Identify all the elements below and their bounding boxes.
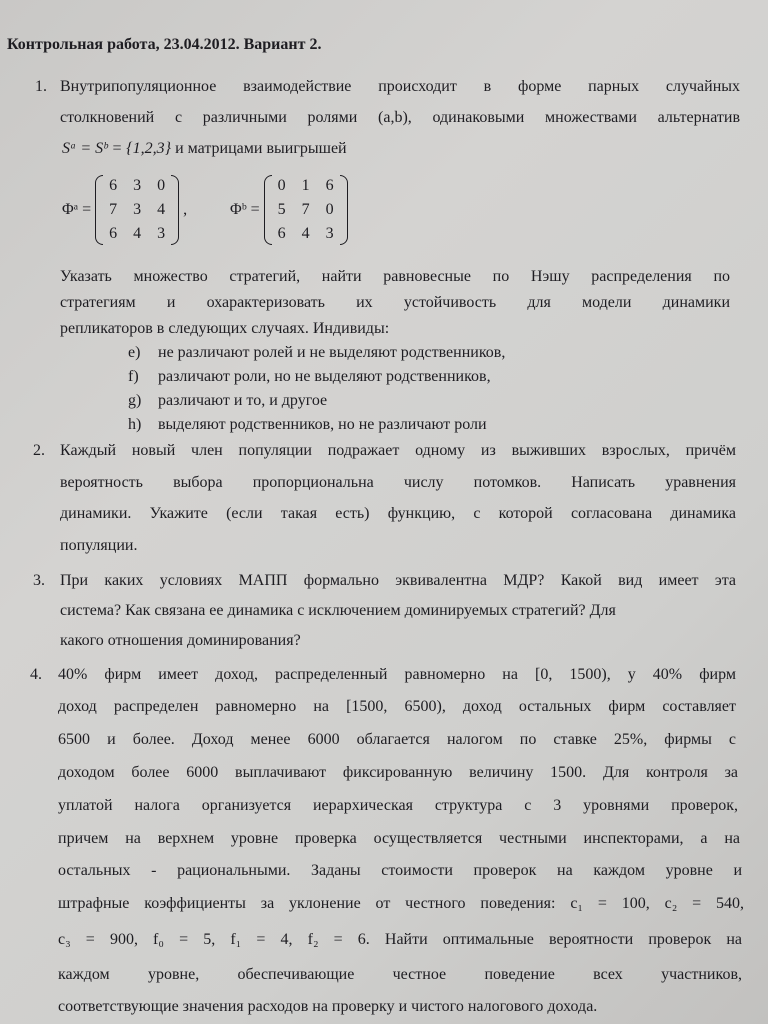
matrix-b-body xyxy=(264,175,348,245)
task-text-line: система? Как связана ее динамика с исключением доминируемых стратегий? Для xyxy=(60,602,616,619)
matrix-cell: 4 xyxy=(133,225,142,242)
task-number: 3. xyxy=(33,572,45,589)
case-label: f) xyxy=(128,368,139,385)
task-text-line: При каких условиях МАПП формально эквивалентна МДР? Какой вид имеет эта xyxy=(60,572,736,589)
case-text: не различают ролей и не выделяют родственников, xyxy=(158,344,506,361)
matrix-cell: 6 xyxy=(277,225,286,242)
matrix-cell: 0 xyxy=(277,177,286,194)
case-text: различают и то, и другое xyxy=(158,392,328,409)
matrix-cell: 4 xyxy=(157,201,166,218)
matrix-cell: 6 xyxy=(325,177,334,194)
task-text-line: доход распределен равномерно на [1500, 6500), доход остальных фирм составляет xyxy=(58,698,736,715)
case-item xyxy=(128,368,491,386)
task-text-line: доходом более 6000 выплачивают фиксированную величину 1500. Для контроля за xyxy=(58,764,738,781)
strategy-sets xyxy=(62,140,347,158)
case-text: выделяют родственников, но не различают роли xyxy=(158,416,487,433)
case-label: g) xyxy=(128,392,142,409)
case-label: e) xyxy=(128,344,141,361)
task-text-line: какого отношения доминирования? xyxy=(60,632,301,649)
task-text-line: штрафные коэффициенты за уклонение от честного поведения: c₁ = 100, c₂ = 540, xyxy=(58,895,744,912)
case-item xyxy=(128,392,327,410)
task-text-line: уплатой налога организуется иерархическая структура с 3 уровнями проверок, xyxy=(58,797,738,814)
task-text-line: соответствующие значения расходов на проверку и чистого налогового дохода. xyxy=(58,998,598,1015)
task-text-line: Указать множество стратегий, найти равновесные по Нэшу распределения по xyxy=(60,268,730,285)
matrix-cell: 0 xyxy=(157,177,166,194)
matrix-cell: 3 xyxy=(133,201,142,218)
matrix-cell: 6 xyxy=(109,225,118,242)
matrix-cell: 3 xyxy=(325,225,334,242)
task-text-line: столкновений с различными ролями (a,b), одинаковыми множествами альтернатив xyxy=(60,109,740,126)
task-text-line: Каждый новый член популяции подражает одному из выживших взрослых, причём xyxy=(60,442,736,459)
matrix-cell: 4 xyxy=(301,225,310,242)
sets-formula: Sᵃ = Sᵇ = {1,2,3} xyxy=(62,140,172,157)
matrix-cell: 1 xyxy=(301,177,310,194)
case-item xyxy=(128,416,487,434)
matrix-cell: 3 xyxy=(157,225,166,242)
sets-tail: и матрицами выигрышей xyxy=(175,140,347,157)
task-text-line: Внутрипопуляционное взаимодействие происходит в форме парных случайных xyxy=(60,78,740,95)
case-label: h) xyxy=(128,416,142,433)
task-text-line: c₃ = 900, f₀ = 5, f₁ = 4, f₂ = 6. Найти оптимальные вероятности проверок на xyxy=(58,931,742,948)
task-number: 2. xyxy=(33,442,45,459)
task-text-line: вероятность выбора пропорциональна числу потомков. Написать уравнения xyxy=(60,474,736,491)
case-text: различают роли, но не выделяют родственников, xyxy=(158,368,491,385)
task-number: 1. xyxy=(35,78,47,95)
matrix-a xyxy=(62,175,187,245)
task-text-line: каждом уровне, обеспечивающие честное поведение всех участников, xyxy=(58,966,742,983)
matrix-cell: 3 xyxy=(133,177,142,194)
matrix-a-comma: , xyxy=(183,201,188,218)
task-text-line: стратегиям и охарактеризовать их устойчивость для модели динамики xyxy=(60,294,730,311)
task-text-line: 6500 и более. Доход менее 6000 облагается налогом по ставке 25%, фирмы с xyxy=(58,731,736,748)
matrix-cell: 6 xyxy=(109,177,118,194)
matrix-cell: 7 xyxy=(301,201,310,218)
matrix-b-label: Φᵇ = xyxy=(230,201,260,218)
task-number: 4. xyxy=(30,666,42,683)
matrix-a-label: Φᵃ = xyxy=(62,201,92,218)
page-title: Контрольная работа, 23.04.2012. Вариант 2. xyxy=(7,36,322,53)
task-text-line: динамики. Укажите (если такая есть) функцию, с которой согласована динамика xyxy=(60,505,736,522)
task-text-line: репликаторов в следующих случаях. Индивиды: xyxy=(60,320,390,337)
task-text-line: причем на верхнем уровне проверка осуществляется честными инспекторами, а на xyxy=(58,830,740,847)
matrix-a-body xyxy=(95,175,179,245)
matrix-cell: 5 xyxy=(277,201,286,218)
task-text-line: остальных - рациональными. Заданы стоимости проверок на каждом уровне и xyxy=(58,862,742,879)
matrix-b xyxy=(230,175,348,245)
matrix-cell: 7 xyxy=(109,201,118,218)
task-text-line: популяции. xyxy=(60,537,138,554)
case-item xyxy=(128,344,505,362)
matrix-cell: 0 xyxy=(325,201,334,218)
task-text-line: 40% фирм имеет доход, распределенный равномерно на [0, 1500), у 40% фирм xyxy=(58,666,736,683)
